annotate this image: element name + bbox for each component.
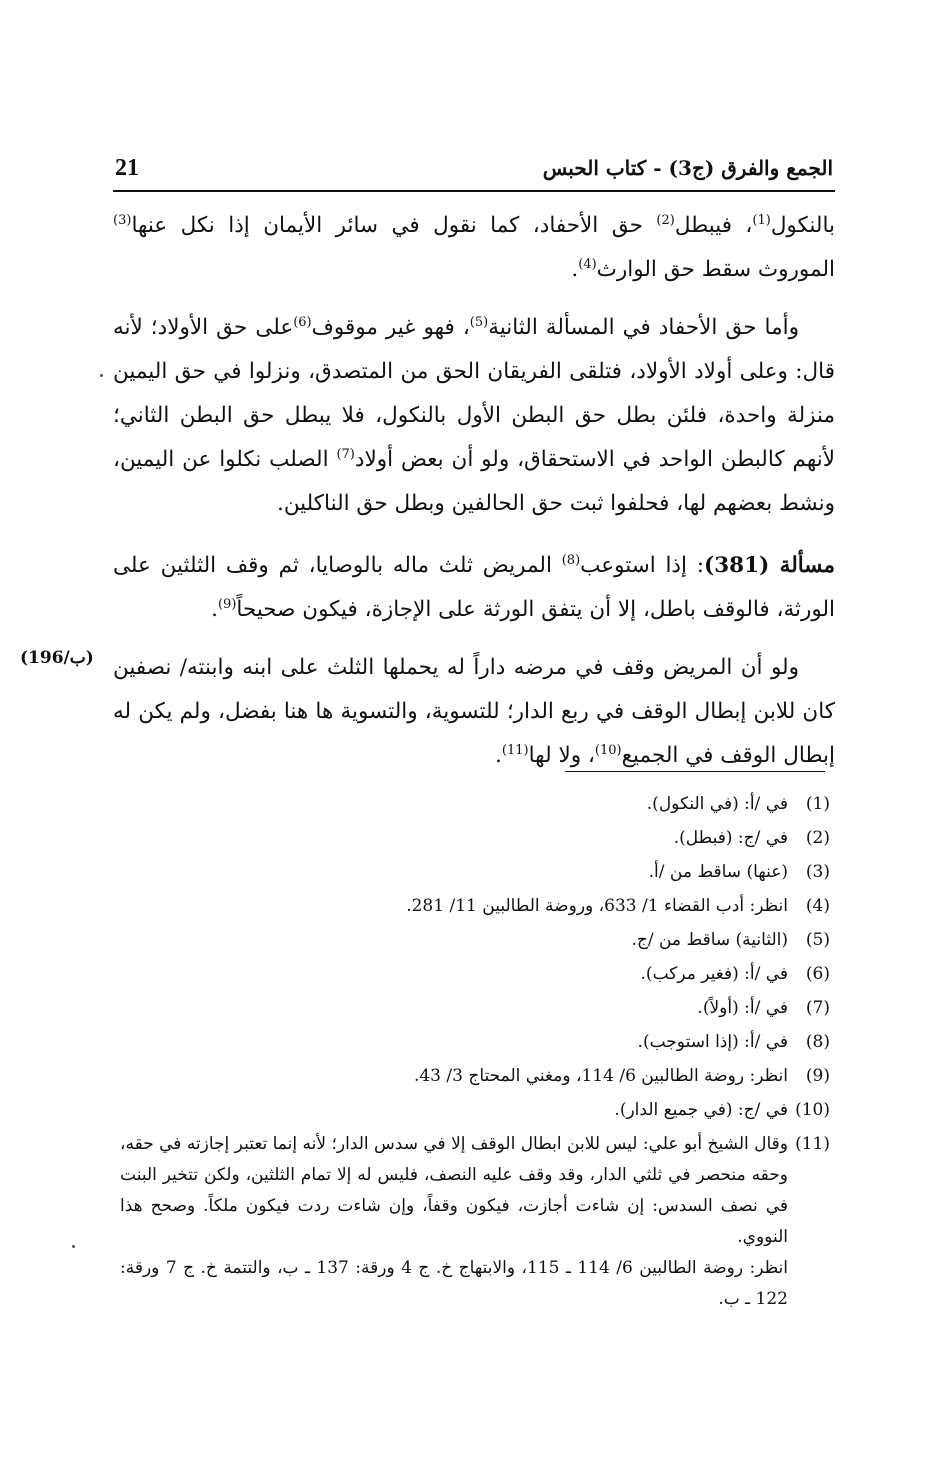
page-header <box>115 148 833 188</box>
footnote-9 <box>120 1059 830 1093</box>
footnote-number: (3) <box>805 862 830 882</box>
footnote-3 <box>120 855 830 889</box>
footnote-ref-6[interactable]: (6) <box>293 315 312 330</box>
footnote-number: (11) <box>795 1134 830 1154</box>
footnote-number: (1) <box>805 794 830 814</box>
paragraph-4: ولو أن المريض وقف في مرضه داراً له يحملها الثلث على ابنه وابنته/ نصفين كان للابن إبطال الوقف في ربع الدار؛ للتسوية، والتسوية ها هنا بفضل، ولم يكن له إبطال الوقف في الجميع$^{(10)}$، ولا لها$^{(11)}$. <box>113 655 835 768</box>
footnote-8 <box>120 1025 830 1059</box>
paragraph-issue-381: مسألة (381): إذا استوعب$^{(8)}$ المريض ثلث ماله بالوصايا، ثم وقف الثلثين على الورثة، فالوقف باطل، إلا أن يتفق الورثة على الإجازة، فيكون صحيحاً$^{(9)}$. <box>113 553 835 622</box>
running-title: الجمع والفرق (ج3) - كتاب الحبس <box>542 156 833 180</box>
paragraph-2: وأما حق الأحفاد في المسألة الثانية$^{(5)}$، فهو غير موقوف$^{(6)}$على حق الأولاد؛ لأنه قال: وعلى أولاد الأولاد، فتلقى الفريقان الحق من المتصدق، ونزلوا في حق اليمين منزلة واحدة، فلئن بطل حق البطن الأول بالنكول، فلا يبطل حق البطن الثاني؛ لأنهم كالبطن الواحد في الاستحقاق، ولو أن بعض أولاد$^{(7)}$ الصلب نكلوا عن اليمين، ونشط بعضهم لها، فحلفوا ثبت حق الحالفين وبطل حق الناكلين. <box>113 315 835 516</box>
footnote-number: (4) <box>805 896 830 916</box>
footnote-5 <box>120 923 830 957</box>
footnote-7 <box>120 991 830 1025</box>
footnote-text: (الثانية) ساقط من /ج. <box>631 930 788 950</box>
footnote-11 <box>120 1127 830 1315</box>
footnote-text: في /أ: (أولاً). <box>697 998 788 1018</box>
footnote-10 <box>120 1093 830 1127</box>
scan-speck <box>72 1245 75 1248</box>
footnote-text: في /أ: (في النكول). <box>646 794 788 814</box>
page-number: 21 <box>115 154 139 181</box>
footnote-text: في /أ: (فغير مركب). <box>640 964 788 984</box>
footnote-number: (8) <box>805 1032 830 1052</box>
footnote-separator <box>565 771 825 772</box>
footnote-text: انظر: روضة الطالبين 6/ 114، ومغني المحتاج 3/ 43. <box>413 1066 788 1086</box>
footnote-sources: انظر: روضة الطالبين 6/ 114 ـ 115، والابتهاج خ. ج 4 ورقة: 137 ـ ب، والتتمة خ. ج 7 ورقة: 122 ـ ب. <box>120 1258 788 1309</box>
footnote-text: في /ج: (في جميع الدار). <box>614 1100 788 1120</box>
footnote-ref-2[interactable]: (2) <box>656 213 675 228</box>
footnote-ref-9[interactable]: (9) <box>217 597 237 612</box>
footnote-ref-7[interactable]: (7) <box>336 447 355 462</box>
footnote-text: وقال الشيخ أبو علي: ليس للابن ابطال الوقف إلا في سدس الدار؛ لأنه إنما تعتبر إجازته في حقه، وحقه منحصر في ثلثي الدار، وقد وقف عليه النصف، فليس له إلا تمام الثلثين، ولكن تتخير البنت في نصف السدس: إن شاءت أجازت، فيكون وقفاً، وإن شاءت ردت فيكون ملكاً. وصحح هذا النووي. انظر: روضة الطالبين 6/ 114 ـ 115، والابتهاج خ. ج 4 ورقة: 137 ـ ب، والتتمة خ. ج 7 ورقة: 122 ـ ب. <box>120 1134 789 1309</box>
footnote-text: (عنها) ساقط من /أ. <box>648 862 788 882</box>
footnote-number: (7) <box>805 998 830 1018</box>
main-text <box>113 204 835 778</box>
header-rule <box>113 190 835 192</box>
scan-speck <box>100 374 103 377</box>
footnote-text: في /أ: (إذا استوجب). <box>637 1032 788 1052</box>
footnote-2 <box>120 821 830 855</box>
footnote-number: (9) <box>805 1066 830 1086</box>
footnote-text: في /ج: (فبطل). <box>673 828 788 848</box>
footnote-number: (6) <box>805 964 830 984</box>
footnote-number: (10) <box>795 1100 830 1120</box>
footnote-ref-4[interactable]: (4) <box>578 257 597 272</box>
footnote-4 <box>120 889 830 923</box>
footnote-ref-8[interactable]: (8) <box>561 553 581 568</box>
footnote-ref-11[interactable]: (11) <box>501 743 529 758</box>
footnote-ref-10[interactable]: (10) <box>594 743 622 758</box>
footnotes <box>120 787 830 1315</box>
manuscript-margin-reference: (196/ب) <box>20 648 94 668</box>
footnote-6 <box>120 957 830 991</box>
footnote-ref-3[interactable]: (3) <box>113 213 132 228</box>
paragraph-1: بالنكول$^{(1)}$، فيبطل$^{(2)}$ حق الأحفاد، كما نقول في سائر الأيمان إذا نكل عنها$^{(3)}$ الموروث سقط حق الوارث$^{(4)}$. <box>113 213 835 282</box>
footnote-1 <box>120 787 830 821</box>
footnote-number: (2) <box>805 828 830 848</box>
footnote-ref-1[interactable]: (1) <box>752 213 771 228</box>
issue-label: مسألة (381) <box>704 553 835 578</box>
footnote-ref-5[interactable]: (5) <box>469 315 489 330</box>
footnote-text: انظر: أدب القضاء 1/ 633، وروضة الطالبين 11/ 281. <box>406 896 788 916</box>
footnote-number: (5) <box>805 930 830 950</box>
